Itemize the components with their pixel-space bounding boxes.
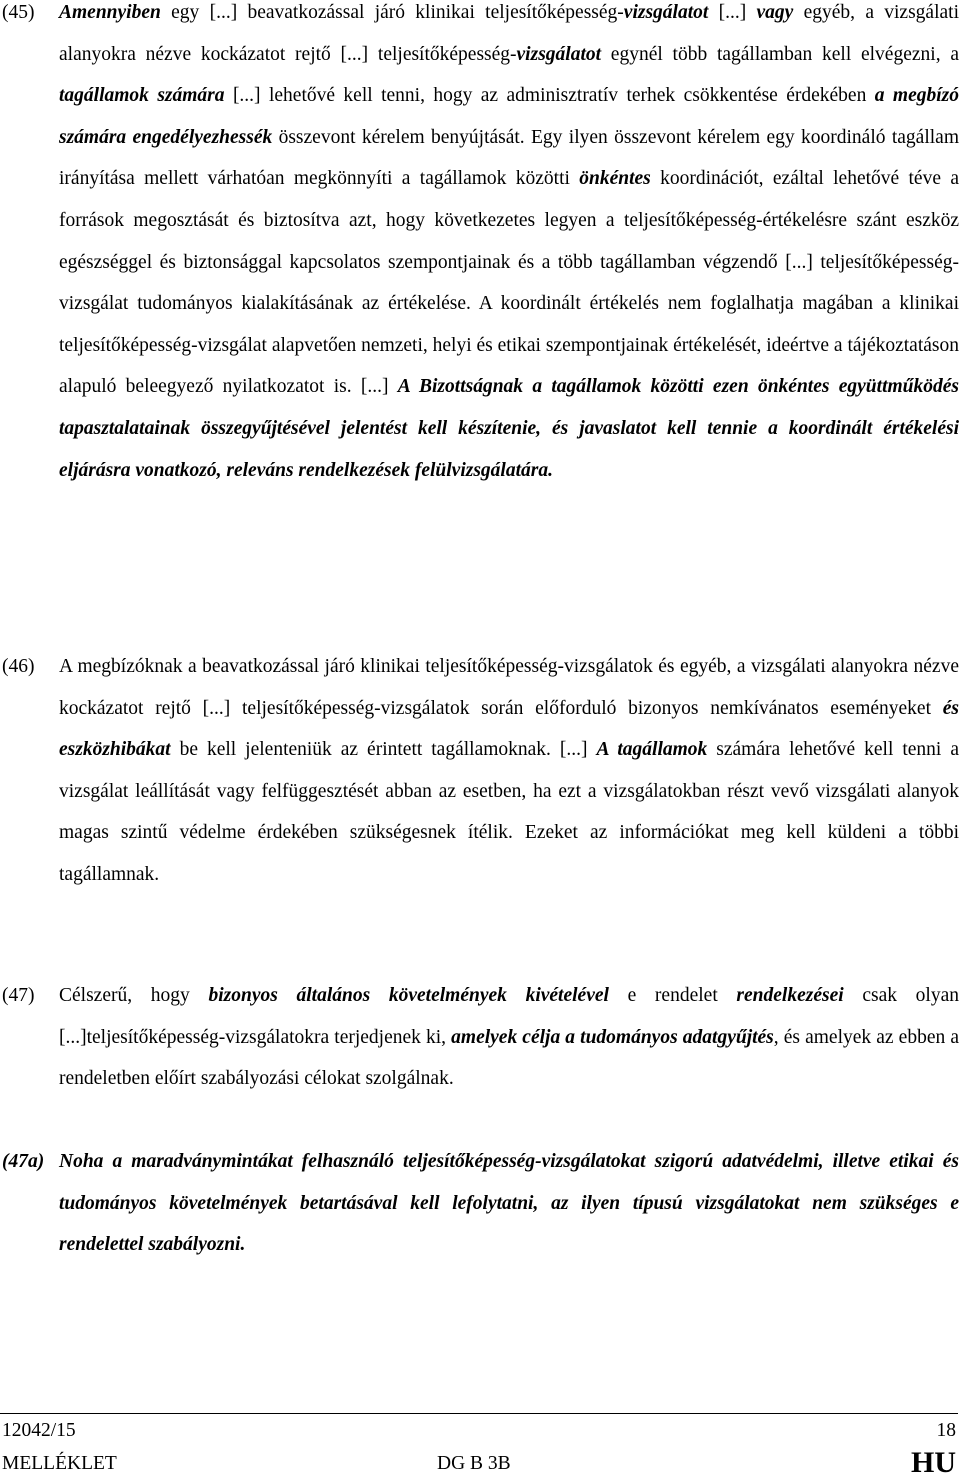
text-run: [...] lehetővé kell tenni, hogy az adminisztratív terhek csökkentése érdekében xyxy=(224,85,875,107)
text-run: Célszerű, hogy xyxy=(59,985,209,1006)
emphasized-text: vagy xyxy=(756,2,794,23)
text-run: A megbízóknak a beavatkozással járó klinikai teljesítőképesség-vizsgálatok és egyéb, a vizsgálati alanyokra nézve kockázatot rejtő [...] teljesítőképesség-vizsgálatok során előforduló bizonyos nemkívánatos eseményeket xyxy=(59,656,959,719)
emphasized-text: A tagállamok xyxy=(596,739,708,761)
emphasized-text: tagállamok számára xyxy=(59,85,225,107)
emphasized-text: és eszközhibákat xyxy=(59,697,959,761)
paragraph-number: (47) xyxy=(2,985,35,1006)
text-run: csak olyan [...]teljesítőképesség-vizsgálatokra terjedjenek ki, xyxy=(59,985,959,1048)
paragraph-text xyxy=(59,975,959,1100)
paragraph-number: (47a) xyxy=(2,1151,45,1172)
emphasized-text: a megbízó számára engedélyezhessék xyxy=(59,85,959,148)
text-run: , és amelyek az ebben a rendeletben előírt szabályozási célokat szolgálnak. xyxy=(59,1026,959,1090)
text-run: egynél több tagállamban kell elvégezni, a xyxy=(601,43,959,65)
text-run: be kell jelenteniük az érintett tagállamoknak. [...] xyxy=(170,739,597,761)
paragraph-text xyxy=(59,1141,959,1266)
footer-directorate: DG B 3B xyxy=(437,1453,511,1474)
emphasized-text: bizonyos általános követelmények kivételével xyxy=(208,985,609,1006)
text-run: számára lehetővé kell tenni a vizsgálat leállítását vagy felfüggesztését abban az esetben, ha ezt a vizsgálatokban részt vevő vizsgálati alanyok magas szintű védelme érdekében szükségesnek ítélik. Ezeket az információkat meg kell küldeni a többi tagállamnak. xyxy=(59,739,959,885)
text-run: összevont kérelem benyújtását. Egy ilyen összevont kérelem egy koordináló tagállam irányítása mellett várhatóan megkönnyíti a tagállamok közötti xyxy=(59,126,959,190)
emphasized-text: vizsgálatot xyxy=(516,43,602,65)
paragraph-number: (46) xyxy=(2,656,35,677)
emphasized-text: önkéntes xyxy=(579,168,651,190)
footer-annex-label: MELLÉKLET xyxy=(2,1453,117,1474)
paragraph-number: (45) xyxy=(2,2,35,23)
text-run: egyéb, a vizsgálati alanyokra nézve kockázatot rejtő [...] teljesítőképesség- xyxy=(59,2,959,65)
footer-divider xyxy=(0,1413,958,1414)
paragraph-text xyxy=(59,0,959,491)
text-run: [...] xyxy=(708,2,757,23)
emphasized-text: amelyek célja a tudományos adatgyűjtés xyxy=(451,1026,774,1048)
text-run: e rendelet xyxy=(608,985,737,1006)
footer-page-number: 18 xyxy=(936,1420,956,1441)
text-run: koordinációt, ezáltal lehetővé téve a források megosztását és biztosítva azt, hogy következetes legyen a teljesítőképesség-értékelésre szánt eszköz egészséggel és biztonsággal kapcsolatos szempontjainak és a több tagállamban végzendő [...] teljesítőképesség-vizsgálat tudományos kialakításának az értékelése. A koordinált értékelés nem foglalhatja magában a klinikai teljesítőképesség-vizsgálat alapvetően nemzeti, helyi és etikai szempontjainak értékelését, ideértve a tájékoztatáson alapuló beleegyező nyilatkozatot is. [...] xyxy=(59,168,959,398)
emphasized-text: rendelkezései xyxy=(736,985,844,1006)
emphasized-text: Noha a maradványmintákat felhasználó teljesítőképesség-vizsgálatokat szigorú adatvédelmi, illetve etikai és tudományos követelmények betartásával kell lefolytatni, az ilyen típusú vizsgálatokat nem szükséges e rendelettel szabályozni. xyxy=(59,1151,959,1256)
footer-doc-number: 12042/15 xyxy=(2,1420,76,1441)
emphasized-text: vizsgálatot xyxy=(623,2,709,23)
footer-language-code: HU xyxy=(911,1446,956,1479)
text-run: egy [...] beavatkozással járó klinikai teljesítőképesség- xyxy=(160,2,624,23)
emphasized-text: Amennyiben xyxy=(59,2,161,23)
emphasized-text: A Bizottságnak a tagállamok közötti ezen önkéntes együttműködés tapasztalatainak összegyűjtésével jelentést kell készítenie, és javaslatot kell tennie a koordinált értékelési eljárásra vonatkozó, releváns rendelkezések felülvizsgálatára. xyxy=(59,376,959,481)
paragraph-text xyxy=(59,646,959,896)
